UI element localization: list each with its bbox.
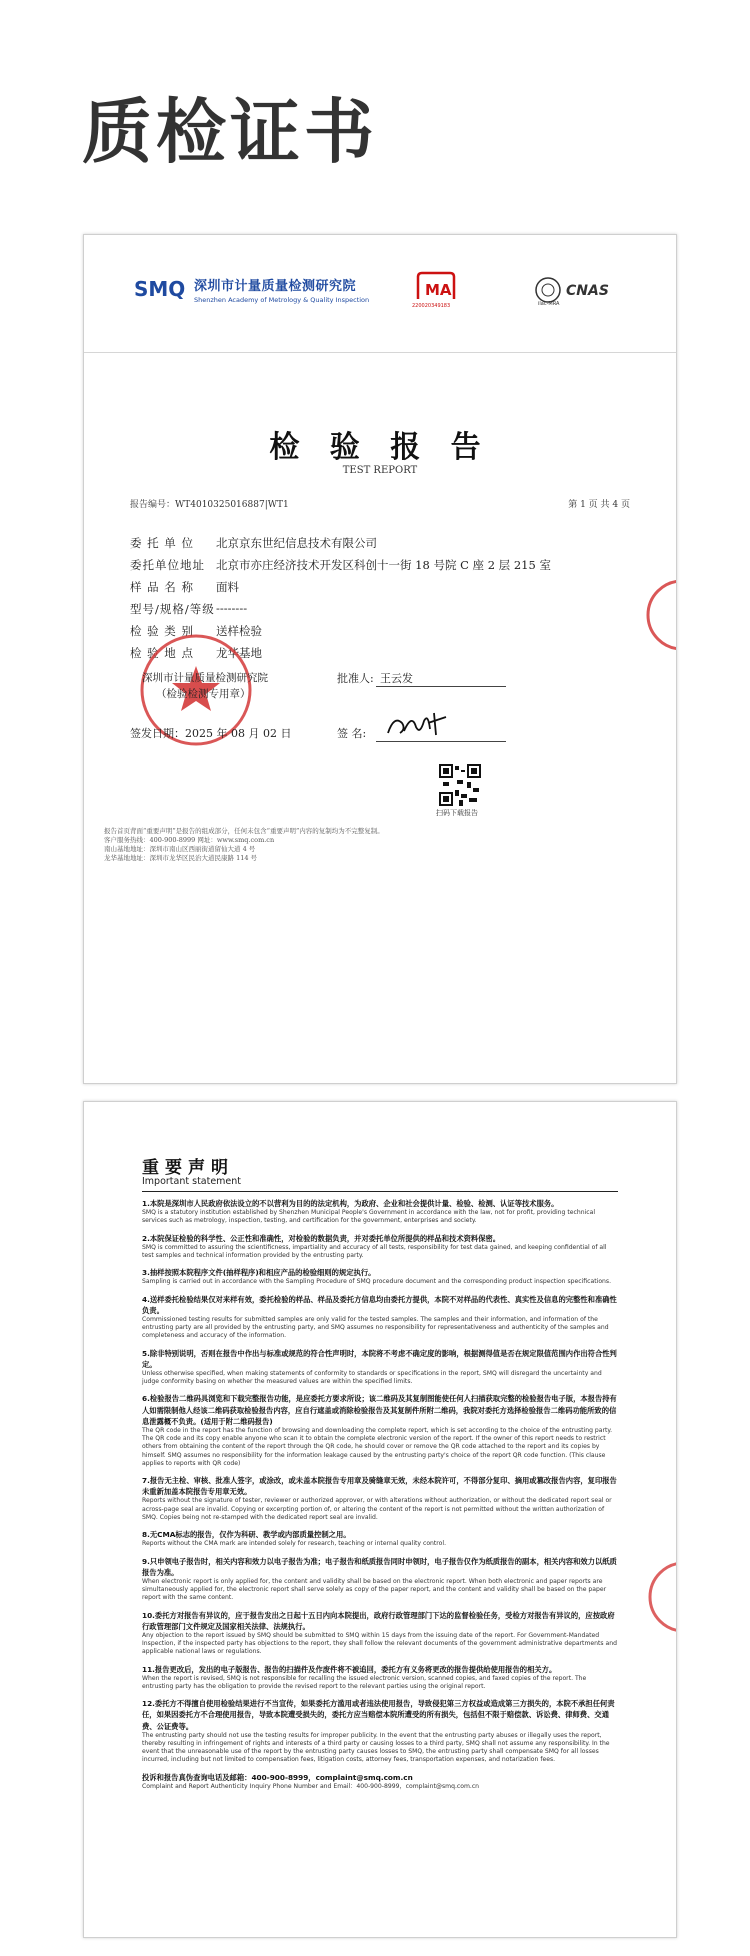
test-report-page	[83, 234, 677, 1084]
report-number: 报告编号：WT4010325016887|WT1	[130, 500, 289, 510]
across-page-seal-icon	[642, 575, 676, 655]
field-value-client: 北京京东世纪信息技术有限公司	[216, 536, 377, 550]
field-label-location: 检 验 地 点	[130, 646, 194, 660]
seal-text-line1: 深圳市计量质量检测研究院	[142, 672, 268, 684]
page-title: 质检证书	[82, 91, 378, 173]
field-label-client: 委 托 单 位	[130, 536, 194, 550]
clause-8	[142, 1529, 618, 1548]
page-info: 第 1 页 共 4 页	[568, 500, 630, 510]
field-value-type: 送样检验	[216, 624, 262, 638]
clause-10	[142, 1610, 618, 1657]
clause-4	[142, 1294, 618, 1341]
footer-note: 报告首页背面“重要声明”是报告的组成部分，任何未包含“重要声明”内容的复制均为不完整复制。	[104, 827, 384, 835]
clause-9	[142, 1556, 618, 1603]
clause-3	[142, 1267, 618, 1286]
institute-name-cn: 深圳市计量质量检测研究院	[194, 279, 357, 294]
clause-cn: 8.无CMA标志的报告，仅作为科研、教学或内部质量控制之用。	[142, 1530, 351, 1540]
approver-label: 批准人:	[337, 672, 374, 685]
clause-cn: 6.检验报告二维码具浏览和下载完整报告功能，是应委托方要求所设；该二维码及其复制图能使任何人扫描获取完整的检验报告电子版，本报告持有人如需限制他人经该二维码获取检验报告内容，应自行遮盖或消除检验报告及其复制件所附二维码，我院对委托方选择检验报告二维码功能所致的信息泄露概不负责。(适用于附二维码报告)	[142, 1394, 617, 1426]
clause-en: SMQ is committed to assuring the scientificness, impartiality and accuracy of all tests, responsibility for test data gained, and keeping confidential of all test samples and technical information provided by the entrusting party.	[142, 1243, 607, 1260]
statement-body	[142, 1198, 618, 1791]
seal-text-line2: （检验检测专用章）	[156, 688, 251, 700]
complaint-contact-en: Complaint and Report Authenticity Inquiry Phone Number and Email：400-900-8999，complaint@smq.com.cn	[142, 1782, 480, 1790]
clause-cn: 2.本院保证检验的科学性、公正性和准确性，对检验的数据负责，并对委托单位所提供的样品和技术资料保密。	[142, 1233, 501, 1243]
qr-code-icon[interactable]	[439, 764, 481, 806]
statement-title-cn: 重要声明	[142, 1158, 234, 1178]
field-label-model: 型号/规格/等级	[130, 602, 215, 616]
cma-code: 220020349183	[412, 303, 451, 309]
footer-hotline: 客户服务热线：400-900-8999 网址：www.smq.com.cn	[104, 836, 275, 844]
clause-en: Commissioned testing results for submitted samples are only valid for the tested samples. The samples and their information, and information of the entrusting party are all provided by the entrusting party, and SMQ assumes no responsibility for representativeness and authenticity of the samples and completeness and accuracy of the information.	[142, 1316, 609, 1340]
clause-en: Unless otherwise specified, when making statements of conformity to standards or specifications in the report, SMQ will disregard the uncertainty and judge conformity basing on whether the measured values are within the specified limits.	[142, 1370, 602, 1386]
clause-en: Reports without the CMA mark are intended solely for research, teaching or internal quality control.	[142, 1540, 447, 1548]
institute-name	[194, 275, 369, 304]
ilac-cnas-mark-icon	[534, 273, 634, 307]
clause-en: The entrusting party should not use the testing results for improper publicity. In the event that the entrusting party abuses or illegally uses the report, thereby resulting in infringement of rights and interests of a third party or causing losses to a third party, SMQ shall not assume any responsibility. In the event that the unreasonable use of the report by the entrusting party causes losses to SMQ, the entrusting party shall compensate SMQ for all losses incurred, including but not limited to compensation fees, litigation costs, attorney fees, transportation expenses, and notarization fees.	[142, 1731, 610, 1764]
approver-line	[376, 686, 506, 687]
clause-2	[142, 1233, 618, 1261]
clause-cn: 10.委托方对报告有异议的，应于报告发出之日起十五日内向本院提出，政府行政管理部门下达的监督检验任务，受检方对报告有异议的，应按政府行政管理部门文件规定及国家相关法律、法规执行。	[142, 1610, 615, 1631]
smq-logo-icon	[134, 277, 192, 301]
statement-title-en: Important statement	[142, 1176, 242, 1187]
smq-abbr: SMQ	[134, 277, 186, 301]
clause-cn: 11.报告更改后，发出的电子版报告、报告的扫描件及作废件将不被追回，委托方有义务将更改的报告提供给使用报告的相关方。	[142, 1664, 557, 1674]
clause-en: Sampling is carried out in accordance with the Sampling Procedure of SMQ procedure document and the corresponding product inspection specifications.	[142, 1278, 612, 1286]
report-header	[84, 235, 676, 353]
clause-en: Reports without the signature of tester, reviewer or authorized approver, or with alterations without authorization, or without the dedicated report seal or across-page seal are invalid. Copying or excerpting portion of, or altering the content of the report is not permitted without the written authorization of SMQ. Copies being not re-stamped with the dedicated report seal are invalid.	[142, 1497, 612, 1521]
clause-cn: 9.只申领电子报告时，相关内容和效力以电子报告为准；电子报告和纸质报告同时申领时，电子报告仅作为纸质报告的副本，相关内容和效力以纸质报告为准。	[142, 1556, 617, 1577]
field-label-type: 检 验 类 别	[130, 624, 194, 638]
clause-cn: 1.本院是深圳市人民政府依法设立的不以营利为目的的法定机构，为政府、企业和社会提供计量、检验、检测、认证等技术服务。	[142, 1199, 559, 1208]
clause-en: Any objection to the report issued by SMQ should be submitted to SMQ within 15 days from the issuing date of the report. For Government-Mandated Inspection, if the inspected party has objections to the report, they shall follow the relevant documents of the government administrative departments and applicable national laws or regulations.	[142, 1631, 617, 1656]
cnas-label: CNAS	[566, 283, 609, 299]
footer-longhua-address: 龙华基地地址：深圳市龙华区民治大道民康路 114 号	[104, 854, 258, 862]
field-value-location: 龙华基地	[216, 646, 262, 660]
across-page-seal-icon	[644, 1557, 676, 1637]
complaint-contact-cn: 投诉和报告真伪查询电话及邮箱：400-900-8999，complaint@smq.com.cn	[142, 1772, 413, 1782]
clause-cn: 4.送样委托检验结果仅对来样有效，委托检验的样品、样品及委托方信息均由委托方提供，本院不对样品的代表性、真实性及信息的完整性和准确性负责。	[142, 1294, 617, 1315]
clause-5	[142, 1348, 618, 1387]
handwritten-signature-icon	[384, 709, 454, 739]
clause-en: SMQ is a statutory institution established by Shenzhen Municipal People's Government in accordance with the law, not for profit, providing technical services such as metrology, inspection, testing, and certification for the government, enterprises and society.	[142, 1209, 596, 1225]
field-value-sample: 面料	[216, 580, 239, 594]
report-title-cn: 检 验 报 告	[269, 430, 491, 465]
clause-cn: 12.委托方不得擅自使用检验结果进行不当宣传，如果委托方滥用或者违法使用报告，导致侵犯第三方权益或造成第三方损失的，本院不承担任何责任，如果因委托方不合理使用报告，导致本院遭受损失的，委托方应当赔偿本院所遭受的所有损失，包括但不限于赔偿款、诉讼费、律师费、交通费、公证费等。	[142, 1699, 615, 1731]
clause-12	[142, 1698, 618, 1764]
issue-date: 签发日期：2025 年 08 月 02 日	[130, 727, 292, 740]
important-statement-page	[83, 1101, 677, 1938]
field-label-address: 委托单位地址	[130, 558, 205, 572]
clause-en: When electronic report is only applied for, the content and validity shall be based on the electronic report. When both electronic and paper reports are simultaneously applied for, the electronic report shall serve solely as copy of the paper report, and the content and validity shall be based on the paper report with the same content.	[142, 1577, 607, 1602]
clause-cn: 3.抽样按照本院程序文件(抽样程序)和相应产品的检验细则的规定执行。	[142, 1268, 376, 1278]
signature-line	[376, 741, 506, 742]
clause-en: When the report is revised, SMQ is not responsible for recalling the issued electronic version, scanned copies, and faxed copies of the report. The entrusting party has the obligation to provide the revised report to the relevant parties using the original report.	[142, 1674, 587, 1690]
cma-mark-icon	[414, 271, 458, 303]
ilac-label: ilac-MRA	[538, 301, 560, 307]
field-value-address: 北京市亦庄经济技术开发区科创十一街 18 号院 C 座 2 层 215 室	[216, 558, 551, 572]
report-title-en: TEST REPORT	[342, 465, 418, 476]
footer-nanshan-address: 南山基地地址：深圳市南山区西丽街道留仙大道 4 号	[104, 845, 256, 853]
clause-1	[142, 1198, 618, 1226]
clause-6	[142, 1393, 618, 1468]
field-label-sample: 样 品 名 称	[130, 580, 194, 594]
cma-label: MA	[425, 281, 452, 299]
clause-11	[142, 1664, 618, 1692]
sign-label: 签 名:	[337, 727, 367, 740]
approver-name: 王云发	[380, 672, 413, 685]
statement-divider	[142, 1191, 618, 1192]
institute-name-en: Shenzhen Academy of Metrology & Quality Inspection	[194, 296, 370, 304]
clause-7	[142, 1475, 618, 1522]
clause-cn: 5.除非特别说明，否则在报告中作出与标准或规范的符合性声明时，本院将不考虑不确定度的影响，根据测得值是否在规定限值范围内作出符合性判定。	[142, 1348, 617, 1369]
clause-en: The QR code in the report has the function of browsing and downloading the complete report, which is set according to the choice of the entrusting party. The QR code and its copy enable anyone who scan it to obtain the complete electronic version of the report. If the owner of this report needs to restrict others from obtaining the content of the report through the QR code, he should cover or remove the QR code attached to the report and its copies by himself. SMQ assumes no responsibility for the information leakage caused by the entrusting party's choice of the report QR code function. (This clause applies to reports with QR code)	[142, 1427, 613, 1467]
qr-label: 扫码下载报告	[436, 809, 478, 817]
clause-cn: 7.报告无主检、审核、批准人签字，或涂改，或未盖本院报告专用章及骑缝章无效，未经本院许可，不得部分复印、摘用或篡改报告内容，复印报告未重新加盖本院报告专用章无效。	[142, 1476, 617, 1497]
field-value-model: --------	[216, 601, 248, 615]
